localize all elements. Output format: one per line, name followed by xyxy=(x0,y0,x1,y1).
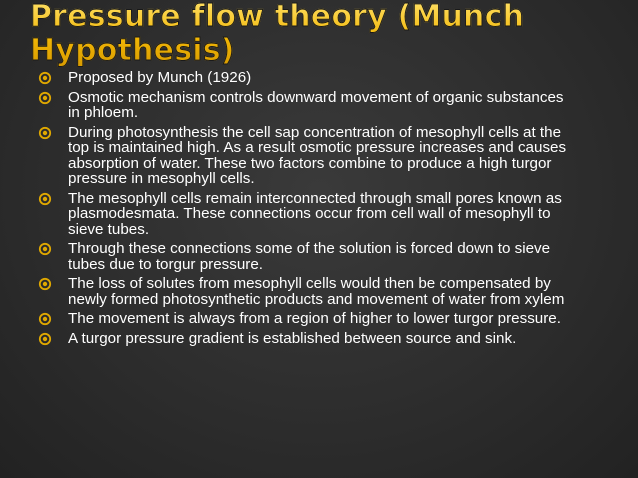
circle-dot-icon xyxy=(38,91,52,105)
circle-dot-icon xyxy=(38,332,52,346)
list-item xyxy=(38,125,578,187)
list-item xyxy=(38,90,578,121)
circle-dot-icon xyxy=(38,242,52,256)
circle-dot-icon xyxy=(38,312,52,326)
bullet-text: During photosynthesis the cell sap concentration of mesophyll cells at the top is maintained high. As a result osmotic pressure increases and causes absorption of water. These two factors combine to produce a high turgor pressure in mesophyll cells. xyxy=(68,123,567,187)
list-item xyxy=(38,311,578,327)
title-line-1: Pressure flow theory (Munch xyxy=(30,0,525,34)
circle-dot-icon xyxy=(38,71,52,85)
bullet-text: Osmotic mechanism controls downward movement of organic substances in phloem. xyxy=(68,88,564,121)
bullet-text: A turgor pressure gradient is established between source and sink. xyxy=(68,329,517,347)
list-item xyxy=(38,276,578,307)
bullet-text: Through these connections some of the solution is forced down to sieve tubes due to torgur pressure. xyxy=(68,240,551,273)
bullet-text: The movement is always from a region of higher to lower turgor pressure. xyxy=(68,310,561,327)
bullet-text: The mesophyll cells remain interconnected through small pores known as plasmodesmata. These connections occur from cell wall of mesophyll to sieve tubes. xyxy=(68,189,562,238)
list-item xyxy=(38,331,578,347)
bullet-text: The loss of solutes from mesophyll cells would then be compensated by newly formed photosynthetic products and movement of water from xylem xyxy=(68,275,565,308)
title-line-2: Hypothesis) xyxy=(30,33,235,68)
list-item xyxy=(38,70,578,86)
list-item xyxy=(38,191,578,238)
slide-title xyxy=(30,0,630,68)
circle-dot-icon xyxy=(38,192,52,206)
list-item xyxy=(38,241,578,272)
circle-dot-icon xyxy=(38,277,52,291)
bullet-list xyxy=(38,70,578,350)
bullet-text: Proposed by Munch (1926) xyxy=(68,69,252,86)
circle-dot-icon xyxy=(38,126,52,140)
